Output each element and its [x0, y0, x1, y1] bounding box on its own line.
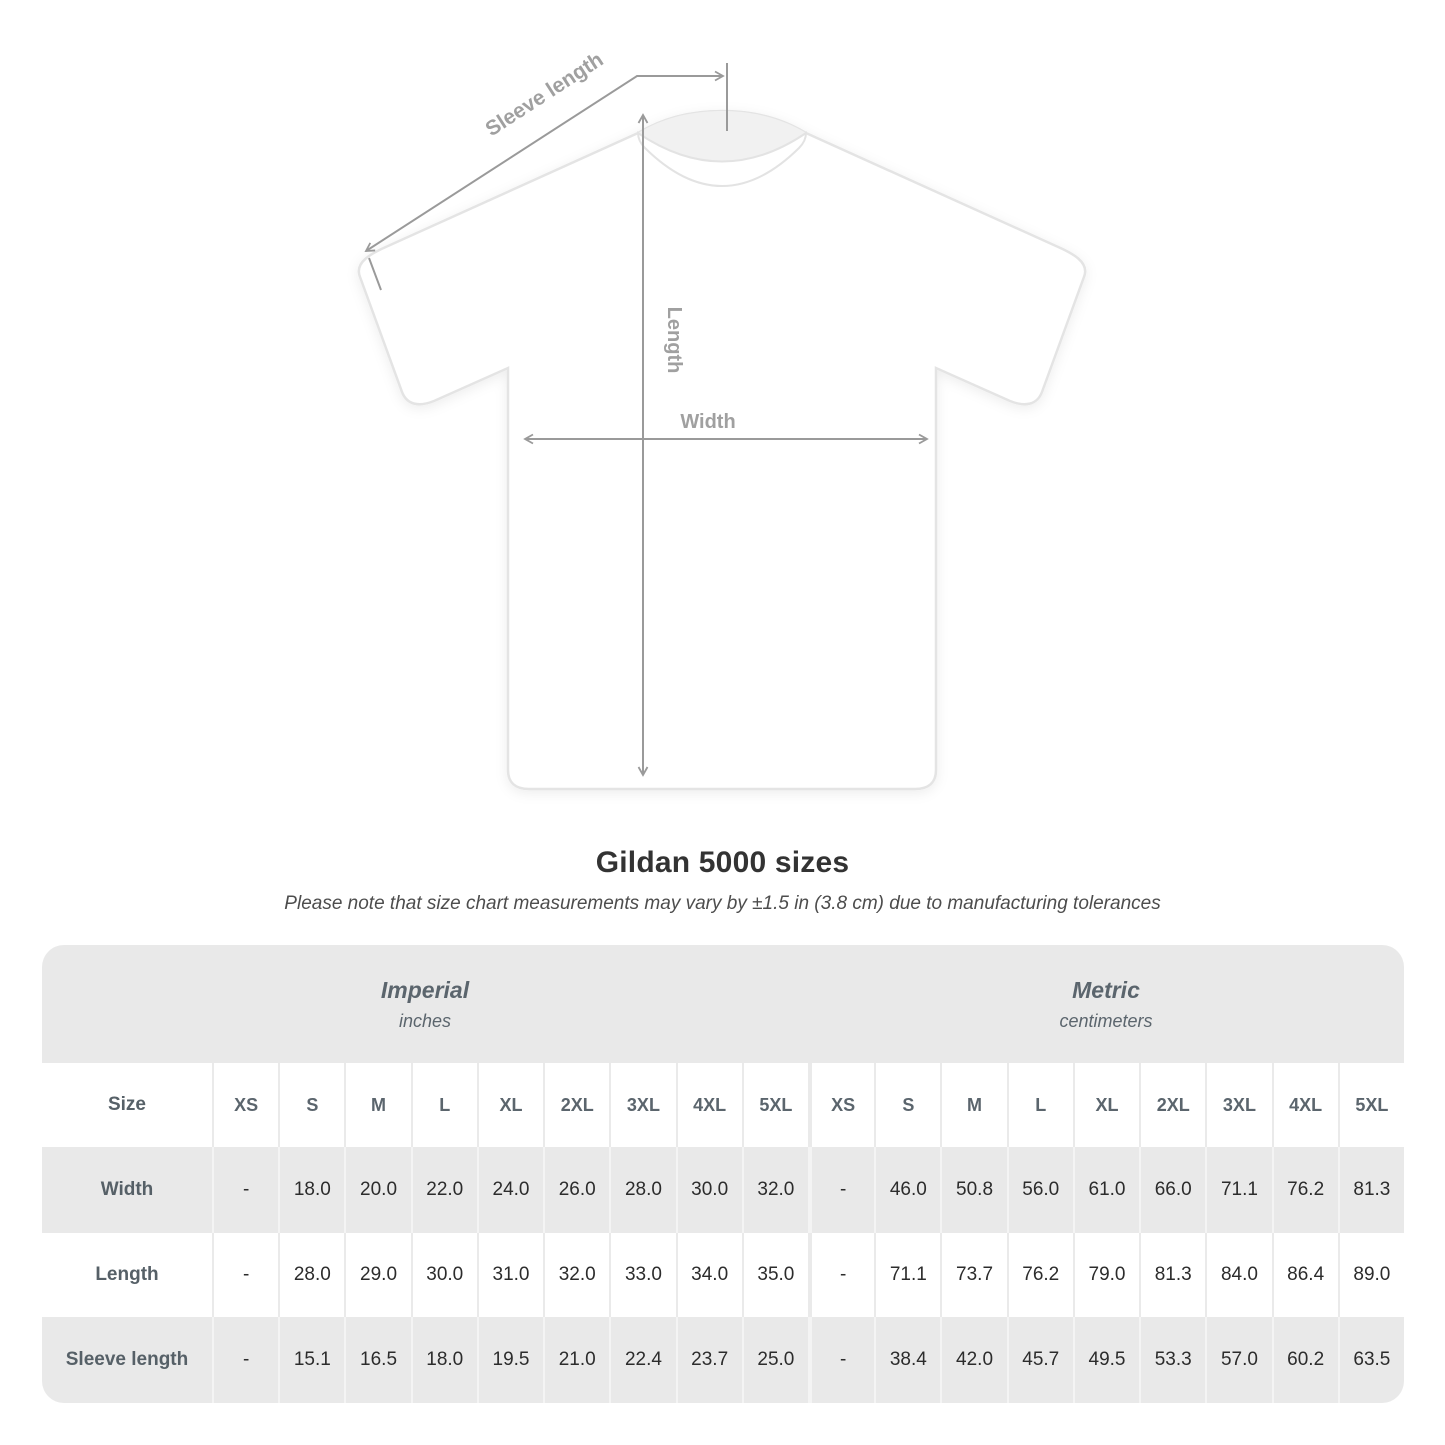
- value-cell: 60.2: [1272, 1317, 1338, 1403]
- value-cell: 16.5: [344, 1317, 410, 1403]
- value-cell: 81.3: [1139, 1233, 1205, 1317]
- value-cell: 25.0: [742, 1317, 808, 1403]
- size-col-header: XS: [212, 1063, 278, 1147]
- imperial-title: Imperial: [380, 976, 470, 1003]
- value-cell: 38.4: [874, 1317, 940, 1403]
- value-cell: 71.1: [874, 1233, 940, 1317]
- metric-title: Metric: [1072, 976, 1140, 1003]
- size-column-label: Size: [107, 1094, 147, 1115]
- value-cell: 28.0: [278, 1233, 344, 1317]
- size-col-header: L: [1007, 1063, 1073, 1147]
- size-col-header: 3XL: [1205, 1063, 1271, 1147]
- value-cell: 50.8: [940, 1147, 1006, 1233]
- tshirt-graphic: [359, 111, 1085, 789]
- size-col-header: 2XL: [543, 1063, 609, 1147]
- size-col-header: XL: [1073, 1063, 1139, 1147]
- value-cell: 24.0: [477, 1147, 543, 1233]
- sleeve-length-label: Sleeve length: [481, 48, 608, 142]
- value-cell: 32.0: [543, 1233, 609, 1317]
- size-col-header: L: [411, 1063, 477, 1147]
- value-cell: -: [808, 1147, 874, 1233]
- value-cell: 49.5: [1073, 1317, 1139, 1403]
- value-cell: 89.0: [1338, 1233, 1404, 1317]
- value-cell: 31.0: [477, 1233, 543, 1317]
- value-cell: 23.7: [676, 1317, 742, 1403]
- row-label: Length: [95, 1264, 159, 1285]
- row-length: [42, 1233, 1404, 1317]
- value-cell: 76.2: [1007, 1233, 1073, 1317]
- value-cell: 32.0: [742, 1147, 808, 1233]
- value-cell: 21.0: [543, 1317, 609, 1403]
- unit-header-row: [42, 945, 1404, 1063]
- size-col-header: 4XL: [1272, 1063, 1338, 1147]
- size-header-row: [42, 1063, 1404, 1147]
- value-cell: 63.5: [1338, 1317, 1404, 1403]
- value-cell: 66.0: [1139, 1147, 1205, 1233]
- value-cell: -: [808, 1317, 874, 1403]
- value-cell: 86.4: [1272, 1233, 1338, 1317]
- value-cell: 56.0: [1007, 1147, 1073, 1233]
- size-col-header: 2XL: [1139, 1063, 1205, 1147]
- width-label: Width: [680, 411, 736, 433]
- size-table: [42, 945, 1404, 1403]
- imperial-header: [42, 945, 808, 1063]
- size-col-header: 5XL: [1338, 1063, 1404, 1147]
- value-cell: 42.0: [940, 1317, 1006, 1403]
- value-cell: 30.0: [411, 1233, 477, 1317]
- row-width: [42, 1147, 1404, 1233]
- value-cell: 35.0: [742, 1233, 808, 1317]
- value-cell: -: [808, 1233, 874, 1317]
- tolerance-note: Please note that size chart measurements may vary by ±1.5 in (3.8 cm) due to manufacturing tolerances: [284, 893, 1161, 914]
- value-cell: 79.0: [1073, 1233, 1139, 1317]
- value-cell: 30.0: [676, 1147, 742, 1233]
- size-col-header: 5XL: [742, 1063, 808, 1147]
- value-cell: 22.4: [609, 1317, 675, 1403]
- value-cell: 61.0: [1073, 1147, 1139, 1233]
- size-col-header: XS: [808, 1063, 874, 1147]
- size-col-header: 4XL: [676, 1063, 742, 1147]
- page-title: Gildan 5000 sizes: [595, 846, 850, 879]
- row-label: Sleeve length: [65, 1349, 189, 1370]
- value-cell: 46.0: [874, 1147, 940, 1233]
- value-cell: 34.0: [676, 1233, 742, 1317]
- value-cell: 53.3: [1139, 1317, 1205, 1403]
- value-cell: -: [212, 1147, 278, 1233]
- value-cell: 19.5: [477, 1317, 543, 1403]
- length-label: Length: [663, 306, 685, 374]
- imperial-unit: inches: [398, 1010, 452, 1031]
- value-cell: 26.0: [543, 1147, 609, 1233]
- value-cell: 28.0: [609, 1147, 675, 1233]
- size-col-header: M: [344, 1063, 410, 1147]
- value-cell: 76.2: [1272, 1147, 1338, 1233]
- value-cell: 18.0: [411, 1317, 477, 1403]
- value-cell: 15.1: [278, 1317, 344, 1403]
- row-label: Width: [100, 1179, 154, 1200]
- metric-unit: centimeters: [1059, 1010, 1153, 1031]
- value-cell: 73.7: [940, 1233, 1006, 1317]
- value-cell: 45.7: [1007, 1317, 1073, 1403]
- metric-header: [808, 945, 1404, 1063]
- value-cell: 81.3: [1338, 1147, 1404, 1233]
- value-cell: 57.0: [1205, 1317, 1271, 1403]
- row-sleeve-length: [42, 1317, 1404, 1403]
- size-col-header: 3XL: [609, 1063, 675, 1147]
- size-col-header: M: [940, 1063, 1006, 1147]
- size-col-header: S: [278, 1063, 344, 1147]
- value-cell: 84.0: [1205, 1233, 1271, 1317]
- size-col-header: S: [874, 1063, 940, 1147]
- size-col-header: XL: [477, 1063, 543, 1147]
- value-cell: 29.0: [344, 1233, 410, 1317]
- value-cell: 18.0: [278, 1147, 344, 1233]
- value-cell: 71.1: [1205, 1147, 1271, 1233]
- value-cell: 22.0: [411, 1147, 477, 1233]
- value-cell: -: [212, 1233, 278, 1317]
- value-cell: 20.0: [344, 1147, 410, 1233]
- value-cell: -: [212, 1317, 278, 1403]
- value-cell: 33.0: [609, 1233, 675, 1317]
